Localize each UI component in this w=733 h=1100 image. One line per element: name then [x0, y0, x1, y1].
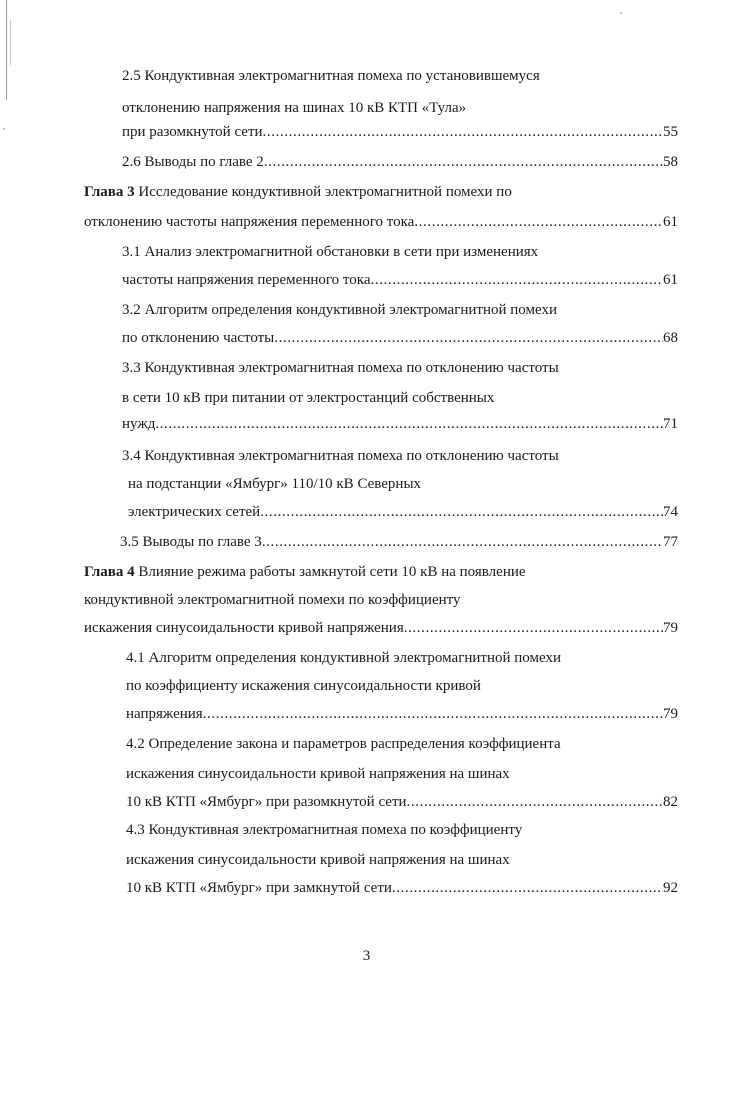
toc-entry-3-5[interactable]: [120, 532, 678, 552]
scan-artifact-line: [6, 0, 7, 100]
toc-entry-2-5-line3[interactable]: [122, 122, 678, 142]
toc-page-number: 58: [663, 154, 678, 170]
toc-page-number: 77: [663, 534, 678, 550]
toc-entry-4-2-line1: 4.2 Определение закона и параметров распределения коэффициента: [126, 736, 561, 752]
dot-leader: [414, 212, 663, 232]
toc-page-number: 79: [663, 706, 678, 722]
toc-entry-3-1-line2[interactable]: [122, 270, 678, 290]
toc-page-number: 71: [663, 416, 678, 432]
toc-entry-3-4-line2: на подстанции «Ямбург» 110/10 кВ Северных: [128, 476, 422, 492]
toc-chapter-4-line2: кондуктивной электромагнитной помехи по коэффициенту: [84, 592, 461, 608]
toc-entry-text: электрических сетей: [128, 504, 261, 520]
toc-entry-3-4-line1: 3.4 Кондуктивная электромагнитная помеха по отклонению частоты: [122, 448, 559, 464]
chapter-title: Влияние режима работы замкнутой сети 10 кВ на появление: [134, 564, 526, 580]
toc-entry-2-5-line1: 2.5 Кондуктивная электромагнитная помеха по установившемуся: [122, 68, 540, 84]
dot-leader: [264, 152, 663, 172]
toc-entry-4-3-line2: искажения синусоидальности кривой напряжения на шинах: [126, 852, 510, 868]
chapter-label: Глава 4: [84, 564, 135, 580]
toc-entry-3-3-line3[interactable]: [122, 414, 678, 434]
toc-entry-4-2-line2: искажения синусоидальности кривой напряжения на шинах: [126, 766, 510, 782]
toc-entry-text: по отклонению частоты: [122, 330, 275, 346]
toc-entry-text: 10 кВ КТП «Ямбург» при замкнутой сети: [126, 880, 392, 896]
toc-page-number: 92: [663, 880, 678, 896]
toc-entry-text: нужд: [122, 416, 156, 432]
toc-chapter-4-line1: [84, 562, 526, 582]
toc-page-number: 61: [663, 272, 678, 288]
toc-entry-text: 3.5 Выводы по главе 3: [120, 534, 262, 550]
toc-entry-3-3-line2: в сети 10 кВ при питании от электростанций собственных: [122, 390, 495, 406]
toc-chapter-3-line2[interactable]: [84, 212, 678, 232]
toc-page-number: 55: [663, 124, 678, 140]
toc-entry-2-6[interactable]: [122, 152, 678, 172]
toc-chapter-4-line3[interactable]: [84, 618, 678, 638]
page-number: 3: [362, 948, 371, 964]
dot-leader: [263, 122, 663, 142]
dot-leader: [392, 878, 663, 898]
toc-page-number: 82: [663, 794, 678, 810]
toc-entry-4-3-line3[interactable]: [126, 878, 678, 898]
toc-entry-text: напряжения: [126, 706, 203, 722]
dot-leader: [260, 502, 663, 522]
dot-leader: [262, 532, 663, 552]
toc-entry-3-1-line1: 3.1 Анализ электромагнитной обстановки в сети при изменениях: [122, 244, 539, 260]
toc-entry-4-2-line3[interactable]: [126, 792, 678, 812]
toc-entry-text: отклонению частоты напряжения переменного тока: [84, 214, 415, 230]
toc-page-number: 74: [663, 504, 678, 520]
toc-entry-3-2-line1: 3.2 Алгоритм определения кондуктивной электромагнитной помехи: [122, 302, 557, 318]
dot-leader: [203, 704, 663, 724]
toc-entry-text: частоты напряжения переменного тока: [122, 272, 371, 288]
toc-entry-text: при разомкнутой сети: [122, 124, 263, 140]
toc-entry-4-1-line1: 4.1 Алгоритм определения кондуктивной электромагнитной помехи: [126, 650, 561, 666]
scan-artifact-line: [10, 20, 11, 65]
toc-entry-text: 10 кВ КТП «Ямбург» при разомкнутой сети: [126, 794, 407, 810]
dot-leader: [407, 792, 663, 812]
dot-leader: [371, 270, 664, 290]
toc-entry-4-3-line1: 4.3 Кондуктивная электромагнитная помеха по коэффициенту: [126, 822, 523, 838]
toc-page-number: 61: [663, 214, 678, 230]
toc-page-number: 79: [663, 620, 678, 636]
toc-entry-3-3-line1: 3.3 Кондуктивная электромагнитная помеха по отклонению частоты: [122, 360, 559, 376]
toc-entry-4-1-line2: по коэффициенту искажения синусоидальности кривой: [126, 678, 481, 694]
scan-speck: [3, 128, 5, 130]
chapter-label: Глава 3: [84, 184, 135, 200]
toc-page-number: 68: [663, 330, 678, 346]
dot-leader: [274, 328, 663, 348]
toc-entry-2-5-line2: отклонению напряжения на шинах 10 кВ КТП «Тула»: [122, 100, 467, 116]
toc-entry-text: искажения синусоидальности кривой напряжения: [84, 620, 404, 636]
toc-chapter-3-line1: [84, 182, 512, 202]
toc-entry-text: 2.6 Выводы по главе 2: [122, 154, 264, 170]
dot-leader: [155, 414, 663, 434]
toc-entry-3-4-line3[interactable]: [128, 502, 678, 522]
scan-speck: [620, 12, 622, 14]
dot-leader: [404, 618, 663, 638]
toc-entry-4-1-line3[interactable]: [126, 704, 678, 724]
chapter-title: Исследование кондуктивной электромагнитной помехи по: [134, 184, 512, 200]
toc-entry-3-2-line2[interactable]: [122, 328, 678, 348]
